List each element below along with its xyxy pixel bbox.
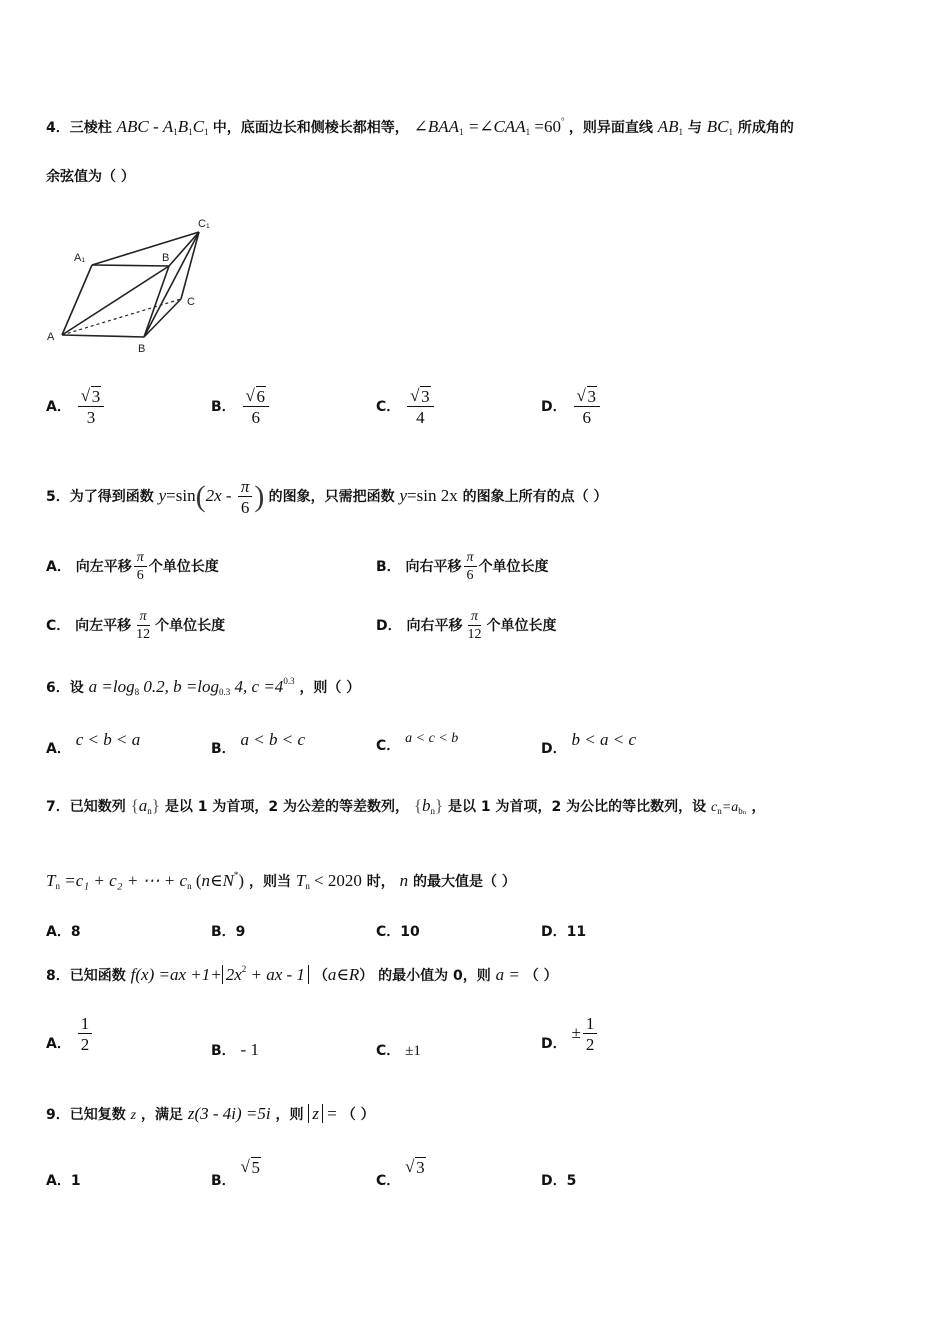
q8-a-den: 2 [80, 1035, 90, 1054]
q7-cdef [711, 800, 747, 815]
q4-a-den: 3 [86, 408, 96, 427]
q5-option-a-label: A． [46, 559, 71, 575]
label-C1: C₁ [198, 218, 210, 230]
q9-option-d-value: 5 [566, 1173, 577, 1189]
q7-option-c-label: C． [376, 924, 401, 940]
label-C: C [187, 296, 195, 308]
q6-suffix: ，则（ ） [299, 680, 361, 696]
edge-A1B1 [92, 265, 169, 266]
q6-base1: 8 [134, 687, 140, 697]
q7-tn-expr-sub: n [187, 881, 192, 891]
q6-option-c-label: C． [376, 738, 401, 754]
q4-option-a[interactable] [46, 388, 106, 426]
q6-stem [46, 676, 360, 697]
q8-domain-open: （ [313, 968, 328, 984]
q5-func1-frac [238, 478, 253, 516]
q9-option-c[interactable] [376, 1158, 426, 1190]
q4-prism-figure [44, 213, 224, 358]
edge-BC1 [144, 232, 199, 337]
q4-option-c[interactable] [376, 388, 436, 426]
q9-option-b-label: B． [211, 1173, 236, 1189]
q9-text2: ，则 [275, 1107, 304, 1123]
q4-stem-line1 [46, 116, 794, 137]
q4-prefix: 4．三棱柱 [46, 120, 112, 136]
q5-func2-eq: =sin 2x [407, 485, 458, 505]
q9-option-a[interactable] [46, 1170, 81, 1190]
q8-option-b-value: - 1 [240, 1040, 259, 1059]
q5-option-b-post: 个单位长度 [478, 559, 549, 575]
q7-option-d[interactable] [541, 921, 586, 941]
q4-option-b-label: B． [211, 399, 236, 415]
q4-prism-rhs: A [162, 117, 174, 136]
q9-option-b-value: 5 [251, 1158, 261, 1177]
q7-option-c-value: 10 [400, 924, 420, 940]
q7-prefix: 7．已知数列 [46, 799, 126, 815]
q4-option-b[interactable] [211, 388, 271, 426]
q5-option-c-frac [133, 610, 153, 642]
q8-option-a-frac [78, 1015, 93, 1053]
q5-func1-eq: =sin [166, 485, 196, 505]
q8-option-c-value: ±1 [405, 1043, 421, 1059]
q8-option-d[interactable] [541, 1015, 599, 1053]
q8-func-arg: (x) [135, 965, 155, 984]
q8-d-den: 2 [585, 1035, 595, 1054]
q5-option-d-pre: 向右平移 [406, 618, 463, 634]
q6-option-d[interactable] [541, 730, 636, 758]
q7-seq-b-sub: n [430, 806, 435, 816]
q8-a-var: a = [495, 965, 520, 984]
q6-option-c[interactable] [376, 730, 458, 755]
q9-option-c-label: C． [376, 1173, 401, 1189]
q6-option-b-label: B． [211, 741, 236, 757]
q9-stem [46, 1104, 375, 1124]
q4-c-den: 4 [416, 408, 425, 427]
q7-cdef-var: c [711, 800, 718, 815]
q5-func2-lhs: y [399, 485, 408, 505]
q5-option-b[interactable] [376, 551, 549, 583]
q5-a-num: π [134, 551, 147, 567]
q5-option-c-post: 个单位长度 [155, 618, 226, 634]
q4-line1-text: AB [657, 117, 679, 136]
q6-base2: 0.3 [219, 687, 231, 697]
q9-prefix: 9．已知复数 [46, 1107, 126, 1123]
q8-abs-a: 2x [225, 965, 242, 984]
q4-angle-b: =∠CAA [467, 117, 526, 136]
q7-stem-line2 [46, 870, 516, 891]
label-A1: A₁ [74, 252, 86, 264]
q4-prism: ABC - $A_1B_1C_1$ [116, 117, 209, 137]
q7-tn-var: T [46, 871, 56, 890]
q5-d-num: π [468, 610, 481, 626]
q4-option-c-label: C． [376, 399, 401, 415]
q9-option-d[interactable] [541, 1170, 576, 1190]
q5-option-b-frac [464, 551, 477, 583]
q6-expr [89, 677, 295, 696]
q4-option-b-value [243, 388, 270, 426]
q9-absz [308, 1104, 336, 1123]
q4-angle: $\angle BAA_1$ $=\angle CAA_1 =60^\circ$ [413, 116, 565, 137]
q8-option-a[interactable] [46, 1015, 94, 1053]
edge-AB [62, 335, 144, 337]
q6-option-a[interactable] [46, 730, 140, 758]
q5-option-c-pre: 向左平移 [75, 618, 132, 634]
q4-option-a-value [78, 388, 105, 426]
q8-option-c-label: C． [376, 1043, 401, 1059]
label-B1: B [162, 252, 170, 264]
q4-option-d[interactable] [541, 388, 602, 426]
q7-tn-cond-rhs: < 2020 [309, 871, 362, 890]
q4-option-d-label: D． [541, 399, 567, 415]
q7-option-a-label: A． [46, 924, 71, 940]
q9-option-c-value: 3 [416, 1158, 425, 1177]
q6-option-d-expr: b < a < c [571, 730, 636, 749]
q8-d-num: 1 [583, 1015, 598, 1034]
q4-c-num: 3 [421, 387, 430, 406]
q8-option-b[interactable] [211, 1040, 259, 1060]
q5-b-den: 6 [466, 568, 474, 583]
q4-option-c-value [407, 388, 434, 426]
q7-tn-domain: n∈N [201, 871, 234, 890]
q4-text2: ，则异面直线 [568, 120, 653, 136]
q7-tn-cond [296, 871, 362, 890]
q7-tn-domain-sup: * [233, 870, 239, 880]
q7-text1: 是以 1 为首项，2 为公差的等差数列， [164, 799, 409, 815]
q8-domain: a∈R [327, 965, 360, 984]
q9-z: z [130, 1108, 137, 1123]
q7-seq-a-sub: n [147, 806, 152, 816]
q4-line1: $AB_1$ [657, 117, 683, 137]
q7-option-a[interactable] [46, 921, 81, 941]
q4-b-num: 6 [256, 387, 266, 406]
q6-option-c-expr: a < c < b [405, 731, 459, 746]
q7-text5: 时， [366, 874, 395, 890]
q8-abs-sup: 2 [241, 964, 247, 974]
q8-domain-close: ） [359, 968, 374, 984]
q9-option-a-value: 1 [70, 1173, 81, 1189]
q5-c-den: 12 [136, 627, 151, 642]
q8-option-c[interactable] [376, 1040, 421, 1060]
q6-option-d-label: D． [541, 741, 567, 757]
q7-tn-def: $T_n =c_1 + c_2$ + ⋯ + $c_n$ (n∈N*) [46, 870, 245, 891]
q8-option-d-label: D． [541, 1036, 567, 1052]
q4-stem-line2: 余弦值为（ ） [46, 169, 135, 185]
q8-prefix: 8．已知函数 [46, 968, 126, 984]
q5-option-a[interactable] [46, 551, 219, 583]
q4-line2-text: BC [706, 117, 729, 136]
q6-expr-b: 0.2, b =log [139, 677, 220, 696]
q5-text1: 的图象，只需把函数 [268, 488, 395, 505]
q7-option-d-label: D． [541, 924, 567, 940]
q8-func-name: f [130, 965, 136, 984]
q5-option-c[interactable] [46, 610, 225, 642]
q9-option-d-label: D． [541, 1173, 567, 1189]
q4-a-num: 3 [91, 387, 101, 406]
q7-cdef-eq: =a [721, 800, 739, 815]
q8-func-eq: =ax +1+ [158, 965, 222, 984]
q7-option-b[interactable] [211, 921, 245, 941]
q4-text4: 所成角的 [737, 120, 794, 136]
q9-absz-eq: = [322, 1104, 337, 1123]
q8-option-d-frac [583, 1015, 598, 1053]
q7-text4: ，则当 [248, 874, 291, 890]
q4-b-den: 6 [251, 408, 261, 427]
q8-option-d-pre: ± [571, 1023, 581, 1042]
q7-text2: 是以 1 为首项，2 为公比的等比数列，设 [448, 799, 707, 815]
q7-seq-a-var: a [138, 796, 148, 815]
q5-option-d[interactable] [376, 610, 557, 642]
q4-d-num: 3 [587, 387, 596, 406]
q5-c-num: π [137, 610, 150, 626]
q8-a-num: 1 [78, 1015, 93, 1034]
q5-func1-inner: 2x - [205, 485, 232, 505]
q6-expr-a: a =log [88, 677, 135, 696]
q7-option-b-value: 9 [235, 924, 246, 940]
q7-option-b-label: B． [211, 924, 236, 940]
q5-a-den: 6 [136, 568, 144, 583]
q5-func2 [399, 486, 457, 505]
q9-option-b[interactable] [211, 1158, 261, 1190]
q8-text2: （ ） [524, 968, 558, 984]
q5-option-a-pre: 向左平移 [75, 559, 132, 575]
label-A: A [47, 331, 55, 343]
q5-func1-den: 6 [240, 498, 250, 517]
q8-option-a-label: A． [46, 1036, 71, 1052]
q7-tn-cond-var: T [295, 871, 306, 890]
q6-option-a-expr: c < b < a [75, 730, 141, 749]
q5-option-c-label: C． [46, 618, 71, 634]
q7-seq-b: $\{b_n\}$ [413, 796, 444, 816]
q7-option-a-value: 8 [70, 924, 81, 940]
q7-stem-line1 [46, 796, 765, 817]
q8-option-b-label: B． [211, 1043, 236, 1059]
q4-angle-a: ∠BAA [413, 117, 460, 136]
q7-seq-a: $\{a_n\}$ [130, 796, 160, 816]
q5-stem [46, 478, 607, 516]
q4-d-den: 6 [582, 408, 591, 427]
q9-text3: （ ） [341, 1107, 375, 1123]
q7-text6: 的最大值是（ ） [413, 874, 516, 890]
q7-cdef-eq-sub: bₙ [738, 806, 747, 816]
q9-option-a-label: A． [46, 1173, 71, 1189]
q4-text3: 与 [687, 120, 702, 136]
q9-cond: z(3 - 4i) =5i [187, 1104, 271, 1123]
q5-option-d-frac [465, 610, 485, 642]
q8-text1: 的最小值为 0，则 [378, 968, 491, 984]
q8-func [131, 965, 309, 984]
q7-tn-expr: =c₁ + c₂ + ⋯ + c [64, 871, 188, 890]
q6-option-a-label: A． [46, 741, 71, 757]
edge-A1C1 [92, 232, 199, 265]
q7-tn-sub: n [55, 881, 60, 891]
q5-option-b-label: B． [376, 559, 401, 575]
q6-expr-c: 4, c =4 [230, 677, 284, 696]
q7-option-c[interactable] [376, 921, 420, 941]
q5-option-a-post: 个单位长度 [148, 559, 219, 575]
q7-cdef-sub: n [717, 806, 722, 816]
q9-absz-var: z [308, 1104, 323, 1123]
q4-prism-lhs: ABC [116, 117, 149, 136]
label-B: B [138, 343, 146, 355]
q5-prefix: 5．为了得到函数 [46, 488, 154, 505]
edge-AB1 [62, 266, 169, 335]
q6-exp: 0.3 [283, 676, 295, 686]
q5-b-num: π [464, 551, 477, 567]
q5-option-d-post: 个单位长度 [486, 618, 557, 634]
q5-option-d-label: D． [376, 618, 402, 634]
q4-angle-val: =60 [534, 117, 561, 136]
q7-text3: ， [751, 799, 766, 815]
q9-text1: ，满足 [140, 1107, 183, 1123]
q5-text2: 的图象上所有的点（ ） [462, 488, 608, 505]
q5-option-b-pre: 向右平移 [405, 559, 462, 575]
q5-option-a-frac [134, 551, 147, 583]
q7-n-var: n [399, 871, 409, 890]
q7-tn-cond-sub: n [305, 881, 310, 891]
q8-stem [46, 964, 558, 985]
q5-func1-lhs: y [158, 485, 167, 505]
q7-seq-b-var: b [422, 796, 431, 815]
q6-prefix: 6．设 [46, 680, 84, 696]
q6-option-b-expr: a < b < c [240, 730, 306, 749]
q5-func1: y=sin(2x - $\frac{\pi}{6}$ ) [158, 477, 265, 517]
q5-d-den: 12 [467, 627, 482, 642]
q4-line2: $BC_1$ [706, 117, 733, 137]
q4-option-d-value [574, 388, 601, 426]
q4-text1: 中，底面边长和侧棱长都相等， [212, 120, 409, 136]
q8-abs-b: + ax - 1 [246, 965, 305, 984]
edge-BB1 [144, 266, 169, 337]
q7-option-d-value: 11 [566, 924, 587, 940]
q5-func1-num: π [238, 478, 253, 497]
q4-option-a-label: A． [46, 399, 71, 415]
q6-option-b[interactable] [211, 730, 305, 758]
